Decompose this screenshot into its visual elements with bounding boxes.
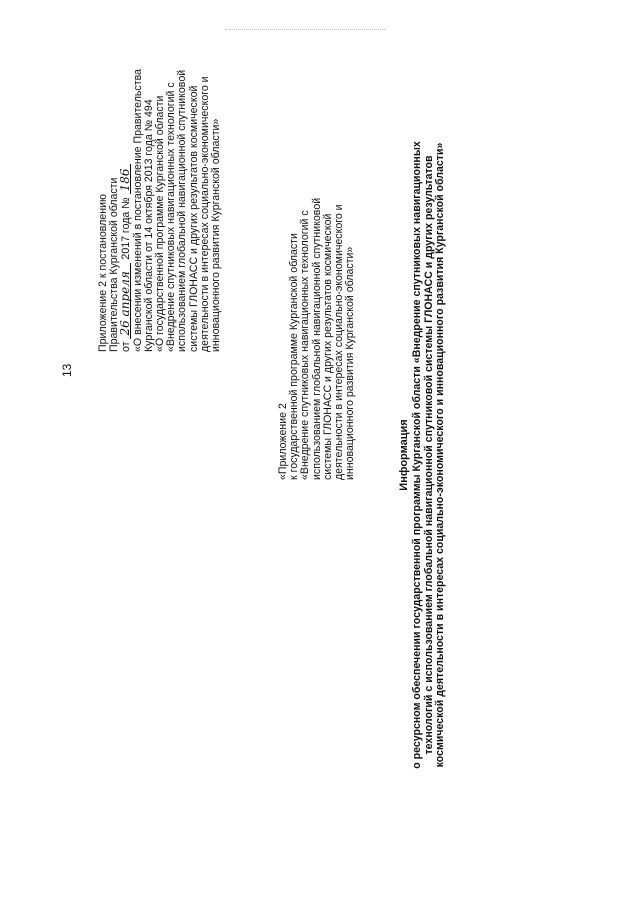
appendix-line: Курганской области от 14 октября 2013 года № 494 bbox=[142, 99, 155, 352]
information-heading bbox=[398, 25, 447, 885]
page-number: 13 bbox=[60, 363, 74, 377]
appendix-line: «Приложение 2 bbox=[277, 403, 289, 480]
appendix-line: системы ГЛОНАСС и других результатов космической bbox=[187, 85, 200, 352]
appendix-line: использованием глобальной навигационной спутниковой bbox=[176, 69, 189, 352]
heading-line: космической деятельности в интересах социально-экономического и инновационного развития Курганской области» bbox=[434, 142, 447, 768]
appendix-line: Правительства Курганской области bbox=[108, 177, 121, 352]
appendix-line: инновационного развития Курганской области» bbox=[210, 118, 223, 352]
handwritten-number: 186 bbox=[120, 164, 131, 194]
appendix-line: использованием глобальной навигационной спутниковой bbox=[310, 197, 323, 480]
appendix-line: инновационного развития Курганской области» bbox=[344, 246, 357, 480]
appendix-date-line bbox=[120, 12, 132, 352]
date-suffix: 2017 года № bbox=[120, 197, 133, 260]
appendix-line: «Внедрение спутниковых навигационных технологий с bbox=[165, 82, 178, 352]
heading-line: о ресурсном обеспечении государственной программы Курганской области «Внедрение спутниковых навигационных bbox=[411, 141, 423, 769]
appendix-line: деятельности в интересах социально-экономического и bbox=[198, 76, 211, 352]
appendix-program-block bbox=[278, 180, 356, 480]
appendix-line: системы ГЛОНАСС и других результатов космической bbox=[321, 213, 334, 480]
appendix-line: «Внедрение спутниковых навигационных технологий с bbox=[299, 210, 312, 480]
appendix-line: «О государственной программе Курганской области bbox=[154, 95, 167, 352]
appendix-line: Приложение 2 к постановлению bbox=[97, 194, 109, 352]
heading-title: Информация bbox=[398, 419, 410, 491]
appendix-line: к государственной программе Курганской области bbox=[288, 233, 301, 480]
date-prefix: от bbox=[120, 341, 133, 352]
scan-artifact bbox=[225, 23, 385, 30]
handwritten-date: 26 апреля bbox=[120, 263, 131, 339]
heading-line: технологий с использованием глобальной навигационной спутниковой системы ГЛОНАСС и других результатов bbox=[422, 155, 435, 755]
appendix-resolution-block bbox=[98, 12, 222, 352]
appendix-line: деятельности в интересах социально-экономического и bbox=[333, 204, 346, 480]
appendix-line: «О внесении изменений в постановление Правительства bbox=[131, 69, 144, 352]
